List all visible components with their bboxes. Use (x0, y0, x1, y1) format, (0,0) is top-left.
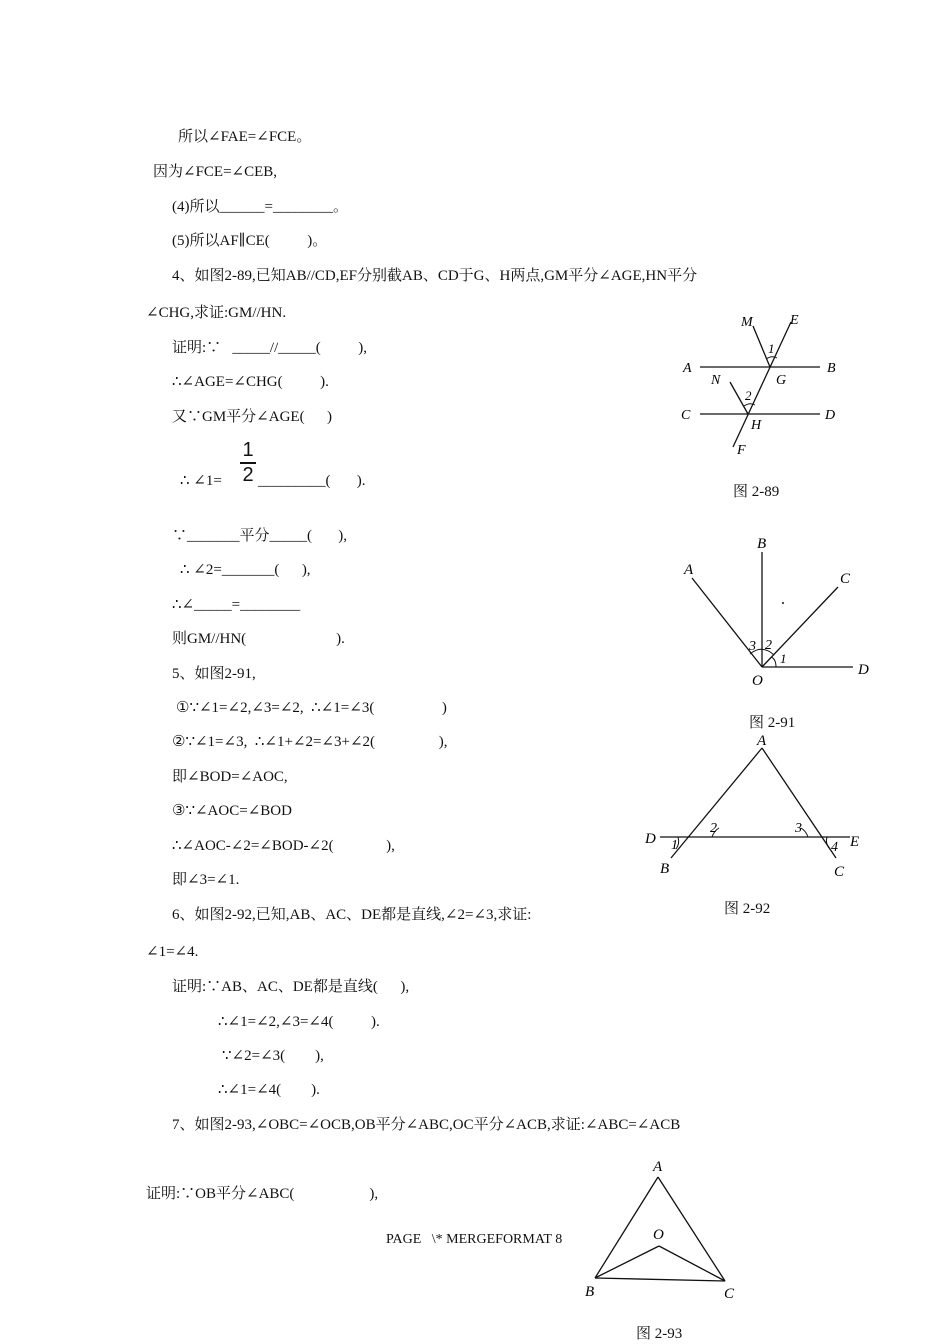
label-c: C (681, 408, 691, 423)
proof-4-line-1: 证明:∵ _____//_____( ), (172, 340, 367, 356)
label-a: A (683, 361, 692, 376)
problem-5-step-2: ②∵∠1=∠3, ∴∠1+∠2=∠3+∠2( ), (172, 734, 448, 750)
label-o: O (653, 1227, 664, 1243)
caption-2-93: 图 2-93 (636, 1326, 683, 1342)
label-e: E (850, 834, 860, 850)
proof-6-line-3: ∵∠2=∠3( ), (222, 1048, 324, 1064)
label-c: C (834, 864, 845, 880)
problem-7-statement: 7、如图2-93,∠OBC=∠OCB,OB平分∠ABC,OC平分∠ACB,求证:∠ABC=∠ACB (172, 1117, 681, 1133)
label-a: A (653, 1159, 663, 1175)
side-bc (595, 1278, 725, 1281)
caption-2-91: 图 2-91 (749, 715, 796, 731)
label-b: B (585, 1284, 595, 1300)
problem-6-statement: 6、如图2-92,已知,AB、AC、DE都是直线,∠2=∠3,求证: (172, 907, 532, 923)
label-3: 3 (749, 639, 756, 654)
page-footer: PAGE \* MERGEFORMAT 8 (386, 1232, 563, 1247)
text-line-3: (4)所以______=________。 (172, 199, 348, 215)
text-line-2: 因为∠FCE=∠CEB, (153, 164, 278, 180)
proof-6-line-2: ∴∠1=∠2,∠3=∠4( ). (218, 1014, 380, 1030)
label-2: 2 (765, 638, 772, 653)
caption-2-92: 图 2-92 (724, 901, 771, 917)
label-f: F (737, 443, 746, 458)
problem-5-statement: 5、如图2-91, (172, 666, 256, 682)
proof-4-line-5: ∵_______平分_____( ), (172, 528, 347, 544)
fraction-denominator: 2 (242, 464, 254, 486)
proof-4-line-6: ∴ ∠2=_______( ), (180, 562, 311, 578)
figure-2-93 (575, 1150, 755, 1310)
label-3: 3 (795, 821, 802, 836)
label-1: 1 (780, 651, 787, 666)
problem-5-step-4: ③∵∠AOC=∠BOD (172, 803, 292, 819)
caption-2-89: 图 2-89 (733, 484, 780, 500)
label-n: N (711, 373, 721, 388)
proof-6-line-4: ∴∠1=∠4( ). (218, 1082, 320, 1098)
label-a: A (684, 562, 694, 578)
label-e: E (790, 313, 799, 328)
label-d: D (825, 408, 836, 423)
proof-4-line-2: ∴∠AGE=∠CHG( ). (172, 374, 329, 390)
label-c: C (840, 571, 851, 587)
problem-5-step-3: 即∠BOD=∠AOC, (172, 769, 288, 785)
segment-oc (659, 1246, 725, 1281)
label-d: D (645, 831, 656, 847)
label-1: 1 (768, 341, 775, 356)
line-ac (762, 748, 836, 858)
text-line-4: (5)所以AF∥CE( )。 (172, 233, 328, 249)
problem-4-statement: 4、如图2-89,已知AB//CD,EF分别截AB、CD于G、H两点,GM平分∠AGE,HN平分 (172, 268, 698, 284)
label-b: B (660, 861, 670, 877)
line-ab (671, 748, 762, 858)
figure-2-91 (670, 530, 890, 690)
proof-4-line-8: 则GM//HN( ). (172, 631, 345, 647)
problem-5-step-1: ①∵∠1=∠2,∠3=∠2, ∴∠1=∠3( ) (176, 700, 447, 716)
label-1: 1 (671, 838, 678, 853)
proof-4-line-4-prefix: ∴ ∠1= (180, 473, 222, 489)
figure-2-89 (670, 305, 870, 465)
label-2: 2 (745, 388, 752, 403)
figure-2-92 (640, 728, 880, 888)
problem-5-step-5: ∴∠AOC-∠2=∠BOD-∠2( ), (172, 838, 395, 854)
label-b: B (757, 536, 767, 552)
side-ac (658, 1177, 725, 1281)
label-2: 2 (710, 821, 717, 836)
problem-4-statement-cont: ∠CHG,求证:GM//HN. (146, 305, 287, 321)
proof-4-line-4-suffix: _________( ). (258, 473, 366, 489)
label-a: A (757, 733, 767, 749)
problem-5-step-6: 即∠3=∠1. (172, 872, 240, 888)
label-o: O (752, 673, 763, 689)
label-d: D (858, 662, 869, 678)
label-h: H (751, 418, 762, 433)
proof-4-line-7: ∴∠_____=________ (172, 597, 301, 613)
label-b: B (827, 361, 836, 376)
problem-6-statement-cont: ∠1=∠4. (146, 944, 199, 960)
proof-6-line-1: 证明:∵AB、AC、DE都是直线( ), (172, 979, 410, 995)
label-c: C (724, 1286, 735, 1302)
proof-4-line-3: 又∵GM平分∠AGE( ) (172, 409, 333, 425)
label-4: 4 (831, 840, 838, 855)
fraction-numerator: 1 (242, 439, 254, 461)
text-line-1: 所以∠FAE=∠FCE。 (178, 129, 312, 145)
proof-7-line-1: 证明:∵OB平分∠ABC( ), (146, 1186, 379, 1202)
label-m: M (741, 315, 753, 330)
label-g: G (776, 373, 787, 388)
